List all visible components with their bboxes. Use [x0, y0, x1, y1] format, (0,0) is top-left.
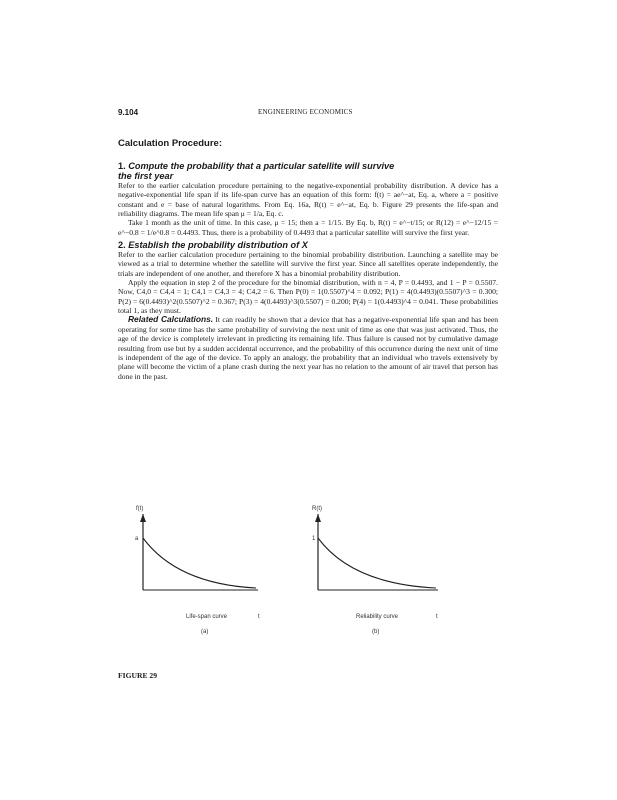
- step-2-number: 2.: [118, 240, 126, 251]
- life-span-y-arrow: [140, 514, 146, 522]
- step-1-paragraph-1: Refer to the earlier calculation procedure pertaining to the negative-exponential probability distribution. A device has a negative-exponential life span if its life-span curve has an equation of this form: f(t) = ae^−at, Eq. a, where a = positive constant and e = base of natural logarithms. From Eq. 16a, R(t) = e^−at, Eq. b. Figure 29 presents the life-span and reliability diagrams. The mean life span μ = 1/a, Eq. c.: [118, 181, 498, 219]
- figure-caption: FIGURE 29: [118, 671, 158, 680]
- step-2-paragraph-1: Refer to the earlier calculation procedure pertaining to the binomial probability distribution. Launching a satellite may be viewed as a trial to determine whether the satellite will survive the first year. Since all satellites operate independently, the trials are independent of one another, and therefore X has a binomial probability distribution.: [118, 250, 498, 278]
- step-1-number: 1.: [118, 161, 126, 171]
- life-span-x-label: t: [258, 614, 260, 620]
- page-number: 9.104: [118, 108, 139, 117]
- life-span-caption: Life-span curve: [186, 614, 228, 620]
- running-head: [118, 108, 498, 120]
- step-2-heading-text: Establish the probability distribution of X: [128, 240, 308, 251]
- step-1-paragraph-2: Take 1 month as the unit of time. In this case, μ = 15; then a = 1/15. By Eq. b, R(t) = e^−t/15; or R(12) = e^−12/15 = e^−0.8 = 1/e^0.8 = 0.4493. Thus, there is a probability of 0.4493 that a particular satellite will survive the first year.: [118, 218, 498, 237]
- reliability-y-label: R(t): [312, 506, 322, 512]
- life-span-sub: (a): [201, 629, 209, 635]
- life-span-intercept-label: a: [135, 536, 139, 542]
- reliability-sub: (b): [372, 629, 380, 635]
- figure-diagrams: [118, 500, 498, 650]
- life-span-curve: [143, 538, 256, 588]
- reliability-curve: [318, 538, 436, 588]
- step-2-heading: [118, 240, 498, 250]
- reliability-caption: Reliability curve: [356, 614, 399, 620]
- related-calculations-text: It can readily be shown that a device that has a negative-exponential life span and has been operating for some time has the same probability of surviving the next unit of time as one that was just activated. Thus, the age of the device is completely irrelevant in predicting its remaining life. Thus failure is caused not by cumulative damage resulting from use but by a sudden accidental occurrence, and the probability of this occurrence during the next unit of time is independent of the age of the device. To apply an analogy, the probability that an individual who travels extensively by plane will become the victim of a plane crash during the next year has no relation to the amount of air travel that person has done in the past.: [118, 315, 499, 381]
- life-span-y-label: f(t): [136, 506, 144, 512]
- reliability-y-arrow: [315, 514, 321, 522]
- related-calculations-label: Related Calculations.: [128, 314, 214, 325]
- reliability-x-label: t: [436, 614, 438, 620]
- step-1-heading-line1: Compute the probability that a particular satellite will survive: [128, 161, 395, 171]
- step-1-heading-line2: the first year: [118, 171, 174, 181]
- related-calculations: [118, 315, 498, 380]
- step-2-paragraph-2: Apply the equation in step 2 of the procedure for the binomial distribution, with n = 4, P = 0.4493, and 1 − P = 0.5507. Now, C4,0 = C4,4 = 1; C4,1 = C4,3 = 4; C4,2 = 6. Then P(0) = 1(0.5507)^4 = 0.092; P(1) = 4(0.4493)(0.5507)^3 = 0.300; P(2) = 6(0.4493)^2(0.5507)^2 = 0.367; P(3) = 4(0.4493)^3(0.5507) = 0.200; P(4) = 1(0.4493)^4 = 0.041. These probabilities total 1, as they must.: [118, 278, 498, 316]
- running-title: ENGINEERING ECONOMICS: [258, 108, 353, 116]
- life-span-diagram: [135, 506, 260, 635]
- reliability-intercept-label: 1: [312, 536, 316, 542]
- reliability-diagram: [312, 506, 438, 635]
- figure-29: [118, 500, 498, 650]
- section-title: Calculation Procedure:: [118, 138, 222, 149]
- step-1-heading: [118, 161, 498, 181]
- page-body: [118, 108, 498, 381]
